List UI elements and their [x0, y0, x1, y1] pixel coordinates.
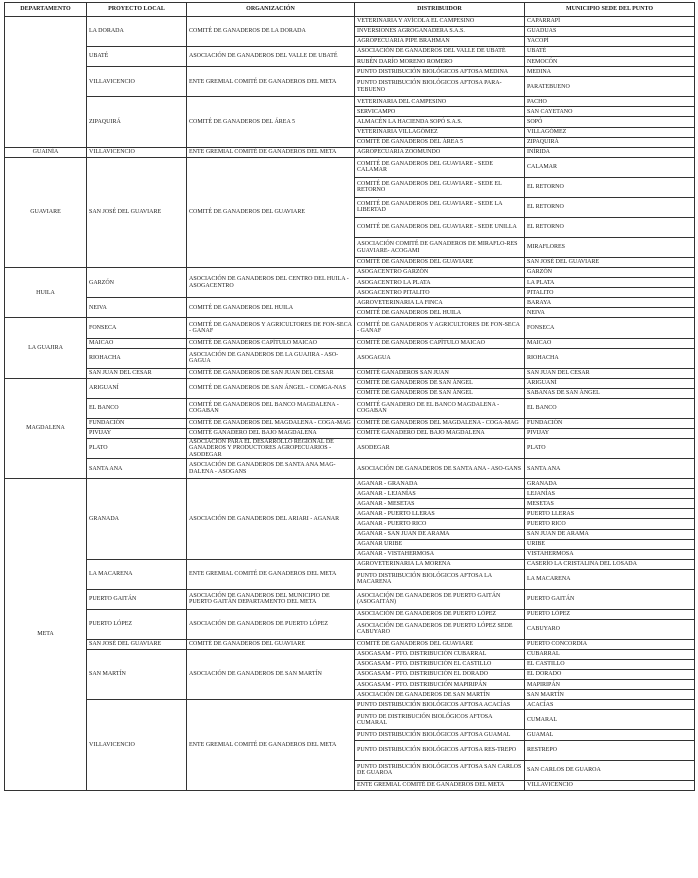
distribuidor-cell: PUNTO DISTRIBUCIÓN BIOLÓGICOS AFTOSA ACACÍAS: [355, 700, 525, 710]
departamento-cell: HUILA: [5, 268, 87, 318]
municipio-cell: MEDINA: [525, 67, 695, 77]
table-row: [5, 368, 695, 378]
organizacion-cell: ASOCIACIÓN DE GANADEROS DE SANTA ANA MAG-DALENA - ASOGANS: [187, 459, 355, 479]
organizacion-cell: COMITÉ DE GANADEROS DEL ÁREA 5: [187, 97, 355, 147]
table-row: [5, 67, 695, 77]
distribuidor-cell: COMITÉ GANADERO DEL BAJO MAGDALENA: [355, 428, 525, 438]
municipio-cell: BARAYA: [525, 298, 695, 308]
distribuidor-cell: COMITÉ DE GANADEROS Y AGRICULTORES DE FON-SECA - GANAF: [355, 318, 525, 338]
departamento-cell: GUAINÍA: [5, 147, 87, 157]
organizacion-cell: ASOCIACIÓN DE GANADEROS DEL MUNICIPIO DE PUERTO GAITÁN DEPARTAMENTO DEL META: [187, 589, 355, 609]
municipio-cell: SAN CAYETANO: [525, 107, 695, 117]
distribuidor-cell: PUNTO DE DISTRIBUCIÓN BIOLÓGICOS AFTOSA CUMARAL: [355, 710, 525, 730]
distribuidor-cell: COMITÉ DE GANADEROS DEL GUAVIARE - SEDE UNILLA: [355, 217, 525, 237]
table-row: [5, 47, 695, 57]
table-row: [5, 378, 695, 388]
organizacion-cell: ENTE GREMIAL COMITÉ DE GANADEROS DEL META: [187, 67, 355, 97]
distribuidor-cell: COMITÉ DE GANADEROS DEL GUAVIARE: [355, 258, 525, 268]
distribuidor-cell: AGANAR - PUERTO LLERAS: [355, 509, 525, 519]
organizacion-cell: COMITÉ DE GANADEROS CAPÍTULO MAICAO: [187, 338, 355, 348]
departamento-cell: LA GUAJIRA: [5, 318, 87, 378]
distribuidor-cell: PUNTO DISTRIBUCIÓN BIOLÓGICOS AFTOSA GUAMAL: [355, 730, 525, 740]
organizacion-cell: COMITÉ DE GANADEROS DEL HUILA: [187, 298, 355, 318]
proyecto-local-cell: FONSECA: [87, 318, 187, 338]
municipio-cell: NEIVA: [525, 308, 695, 318]
municipio-cell: CABUYARO: [525, 619, 695, 639]
distribuidor-cell: COMITÉ DE GANADEROS DEL ÁREA 5: [355, 137, 525, 147]
table-row: [5, 147, 695, 157]
distribuidor-cell: ASOCIACIÓN DE GANADEROS DE SANTA ANA - ASO-GANS: [355, 459, 525, 479]
proyecto-local-cell: SAN MARTÍN: [87, 650, 187, 700]
municipio-cell: SAN JUAN DEL CESAR: [525, 368, 695, 378]
distribuidor-cell: AGROVETERINARIA LA MORENA: [355, 559, 525, 569]
organizacion-cell: ASOCIACIÓN DE GANADEROS DE SAN MARTÍN: [187, 650, 355, 700]
proyecto-local-cell: NEIVA: [87, 298, 187, 318]
table-row: [5, 157, 695, 177]
distribuidor-cell: COMITÉ DE GANADEROS DEL GUAVIARE - SEDE CALAMAR: [355, 157, 525, 177]
table-row: [5, 640, 695, 650]
departamento-cell: MAGDALENA: [5, 378, 87, 479]
organizacion-cell: COMITÉ DE GANADEROS DE SAN ÁNGEL - COMGA-NAS: [187, 378, 355, 398]
proyecto-local-cell: MAICAO: [87, 338, 187, 348]
municipio-cell: PACHO: [525, 97, 695, 107]
distribuidor-cell: ASOCIACIÓN DE GANADEROS DE PUERTO GAITÁN (ASOGAITÁN): [355, 589, 525, 609]
distribuidor-cell: PUNTO DISTRIBUCIÓN BIOLÓGICOS AFTOSA MEDINA: [355, 67, 525, 77]
organizacion-cell: COMITÉ DE GANADEROS DE LA DORADA: [187, 17, 355, 47]
organizacion-cell: ASOCIACIÓN PARA EL DESARROLLO REGIONAL DE GANADEROS Y PRODUCTORES AGROPECUARIOS - ASODEGAR: [187, 438, 355, 458]
distribuidor-cell: ASOGACENTRO GARZÓN: [355, 268, 525, 278]
municipio-cell: PLATO: [525, 438, 695, 458]
distribuidor-cell: AGROPECUARIA PIPE BRAHMAN: [355, 37, 525, 47]
municipio-cell: CUMARAL: [525, 710, 695, 730]
distribuidor-cell: VETERINARIA DEL CAMPESINO: [355, 97, 525, 107]
municipio-cell: MAPIRIPÁN: [525, 680, 695, 690]
distribuidor-cell: ASODEGAR: [355, 438, 525, 458]
proyecto-local-cell: VILLAVICENCIO: [87, 147, 187, 157]
municipio-cell: EL RETORNO: [525, 177, 695, 197]
municipio-cell: PUERTO LLERAS: [525, 509, 695, 519]
distribuidor-cell: AGANAR - GRANADA: [355, 479, 525, 489]
proyecto-local-cell: UBATÉ: [87, 47, 187, 67]
distribuidor-cell: ENTE GREMIAL COMITÉ DE GANADEROS DEL META: [355, 780, 525, 790]
municipio-cell: CASERÍO LA CRISTALINA DEL LOSADA: [525, 559, 695, 569]
organizacion-cell: COMITÉ DE GANADEROS Y AGRICULTORES DE FON-SECA - GANAF: [187, 318, 355, 338]
header-proyecto-local: PROYECTO LOCAL: [87, 3, 187, 17]
distribuidor-cell: AGROPECUARIA ZOOMUNDO: [355, 147, 525, 157]
municipio-cell: EL DORADO: [525, 670, 695, 680]
proyecto-local-cell: SAN JOSÉ DEL GUAVIARE: [87, 640, 187, 650]
municipio-cell: INÍRIDA: [525, 147, 695, 157]
organizacion-cell: ASOCIACIÓN DE GANADEROS DEL ARIARI - AGANAR: [187, 479, 355, 559]
distribuidor-cell: RUBÉN DARÍO MORENO ROMERO: [355, 57, 525, 67]
distribuidor-cell: ASOCIACIÓN DE GANADEROS DE SAN MARTÍN: [355, 690, 525, 700]
departamento-cell: GUAVIARE: [5, 157, 87, 268]
municipio-cell: EL RETORNO: [525, 197, 695, 217]
distribuidor-cell: ALMACÉN LA HACIENDA SOPÓ S.A.S.: [355, 117, 525, 127]
table-row: [5, 428, 695, 438]
table-row: [5, 559, 695, 569]
distribuidor-cell: ASOCIACIÓN DE GANADEROS DE PUERTO LÓPEZ: [355, 609, 525, 619]
distribuidor-cell: PUNTO DISTRIBUCIÓN BIOLÓGICOS AFTOSA LA MACARENA: [355, 569, 525, 589]
organizacion-cell: ENTE GREMIAL COMITÉ DE GANADEROS DEL META: [187, 700, 355, 790]
organizacion-cell: ENTE GREMIAL COMITÉ DE GANADEROS DEL META: [187, 147, 355, 157]
table-row: [5, 17, 695, 27]
municipio-cell: UBATÉ: [525, 47, 695, 57]
proyecto-local-cell: PUERTO LÓPEZ: [87, 609, 187, 639]
municipio-cell: PITALITO: [525, 288, 695, 298]
organizacion-cell: COMITÉ DE GANADEROS DEL MAGDALENA - COGA-MAG: [187, 418, 355, 428]
municipio-cell: LA MACARENA: [525, 569, 695, 589]
municipio-cell: PUERTO LÓPEZ: [525, 609, 695, 619]
proyecto-local-cell: LA MACARENA: [87, 559, 187, 589]
municipio-cell: MESETAS: [525, 499, 695, 509]
distribuidor-cell: COMITÉ DE GANADEROS DEL GUAVIARE - SEDE EL RETORNO: [355, 177, 525, 197]
distribuidor-cell: AGANAR - MESETAS: [355, 499, 525, 509]
municipio-cell: GUAMAL: [525, 730, 695, 740]
municipio-cell: SAN JOSÉ DEL GUAVIARE: [525, 258, 695, 268]
municipio-cell: LA PLATA: [525, 278, 695, 288]
table-row: [5, 298, 695, 308]
proyecto-local-cell: SAN JUAN DEL CESAR: [87, 368, 187, 378]
municipio-cell: PUERTO GAITÁN: [525, 589, 695, 609]
proyecto-local-cell: PLATO: [87, 438, 187, 458]
organizacion-cell: COMITÉ DE GANADEROS DEL GUAVIARE: [187, 640, 355, 650]
organizacion-cell: ASOCIACIÓN DE GANADEROS DEL VALLE DE UBATÉ: [187, 47, 355, 67]
municipio-cell: GARZÓN: [525, 268, 695, 278]
municipio-cell: FONSECA: [525, 318, 695, 338]
municipio-cell: PUERTO RICO: [525, 519, 695, 529]
proyecto-local-cell: GRANADA: [87, 479, 187, 559]
distribuidor-cell: ASOGASAM - PTO. DISTRIBUCIÓN EL DORADO: [355, 670, 525, 680]
table-row: [5, 97, 695, 107]
organizacion-cell: ASOCIACIÓN DE GANADEROS DEL CENTRO DEL HUILA - ASOGACENTRO: [187, 268, 355, 298]
header-organizacion: ORGANIZACIÓN: [187, 3, 355, 17]
organizacion-cell: ASOCIACIÓN DE GANADEROS DE LA GUAJIRA - ASO-GAGUA: [187, 348, 355, 368]
municipio-cell: SOPÓ: [525, 117, 695, 127]
municipio-cell: SABANAS DE SAN ÁNGEL: [525, 388, 695, 398]
table-row: [5, 318, 695, 338]
municipio-cell: NEMOCÓN: [525, 57, 695, 67]
municipio-cell: SAN JUAN DE ARAMA: [525, 529, 695, 539]
municipio-cell: CAPARRAPÍ: [525, 17, 695, 27]
distribuidor-cell: AGANAR - SAN JUAN DE ARAMA: [355, 529, 525, 539]
distribuidor-cell: COMITÉ DE GANADEROS DEL HUILA: [355, 308, 525, 318]
municipio-cell: RIOHACHA: [525, 348, 695, 368]
departamento-cell: [5, 17, 87, 148]
distribuidor-cell: COMITÉ DE GANADEROS DEL GUAVIARE - SEDE LA LIBERTAD: [355, 197, 525, 217]
municipio-cell: MIRAFLORES: [525, 238, 695, 258]
municipio-cell: PIVIJAY: [525, 428, 695, 438]
table-row: [5, 398, 695, 418]
distribuidor-cell: COMITÉ DE GANADEROS DEL GUAVIARE: [355, 640, 525, 650]
municipio-cell: ARIGUANÍ: [525, 378, 695, 388]
distribuidor-cell: AGROVETERINARIA LA FINCA: [355, 298, 525, 308]
municipio-cell: VISTAHERMOSA: [525, 549, 695, 559]
table-row: [5, 700, 695, 710]
distribuidor-cell: INVERSIONES AGROGANADERA S.A.S.: [355, 27, 525, 37]
organizacion-cell: COMITÉ DE GANADEROS DE SAN JUAN DEL CESAR: [187, 368, 355, 378]
header-municipio-sede: MUNICIPIO SEDE DEL PUNTO: [525, 3, 695, 17]
header-departamento: DEPARTAMENTO: [5, 3, 87, 17]
proyecto-local-cell: VILLAVICENCIO: [87, 67, 187, 97]
municipio-cell: EL CASTILLO: [525, 660, 695, 670]
organizacion-cell: ENTE GREMIAL COMITÉ DE GANADEROS DEL META: [187, 559, 355, 589]
table-row: [5, 609, 695, 619]
municipio-cell: LEJANÍAS: [525, 489, 695, 499]
proyecto-local-cell: SAN JOSÉ DEL GUAVIARE: [87, 157, 187, 268]
municipio-cell: YACOPÍ: [525, 37, 695, 47]
municipio-cell: GRANADA: [525, 479, 695, 489]
municipio-cell: SAN MARTÍN: [525, 690, 695, 700]
distribuidor-cell: AGANAR URIBE: [355, 539, 525, 549]
table-row: [5, 650, 695, 660]
municipio-cell: EL RETORNO: [525, 217, 695, 237]
distribuidor-cell: ASOCIACIÓN DE GANADEROS DE PUERTO LÓPEZ SEDE CABUYARO: [355, 619, 525, 639]
municipio-cell: GUADUAS: [525, 27, 695, 37]
municipio-cell: FUNDACIÓN: [525, 418, 695, 428]
proyecto-local-cell: FUNDACIÓN: [87, 418, 187, 428]
table-header-row: [5, 3, 695, 17]
proyecto-local-cell: RIOHACHA: [87, 348, 187, 368]
distribuidor-cell: COMITÉ DE GANADEROS DE SAN ÁNGEL: [355, 378, 525, 388]
organizacion-cell: COMITÉ GANADERO DEL BAJO MAGDALENA: [187, 428, 355, 438]
table-row: [5, 479, 695, 489]
municipio-cell: RESTREPO: [525, 740, 695, 760]
table-row: [5, 338, 695, 348]
proyecto-local-cell: ARIGUANÍ: [87, 378, 187, 398]
municipio-cell: CUBARRAL: [525, 650, 695, 660]
municipio-cell: ZIPAQUIRÁ: [525, 137, 695, 147]
table-row: [5, 589, 695, 609]
table-row: [5, 348, 695, 368]
table-row: [5, 418, 695, 428]
distribuidor-cell: ASOCIACIÓN DE GANADEROS DEL VALLE DE UBATÉ: [355, 47, 525, 57]
distribuidor-cell: VETERINARIA Y AVÍCOLA EL CAMPESINO: [355, 17, 525, 27]
table-body: [5, 17, 695, 791]
proyecto-local-cell: SANTA ANA: [87, 459, 187, 479]
distribuidor-cell: PUNTO DISTRIBUCIÓN BIOLÓGICOS AFTOSA PARA-TEBUENO: [355, 77, 525, 97]
distribuidor-cell: ASOGASAM - PTO. DISTRIBUCIÓN CUBARRAL: [355, 650, 525, 660]
distribuidor-cell: ASOGASAM - PTO. DISTRIBUCIÓN MAPIRIPÁN: [355, 680, 525, 690]
distribuidor-cell: PUNTO DISTRIBUCIÓN BIOLÓGICOS AFTOSA RES-TREPO: [355, 740, 525, 760]
distribuidor-cell: AGANAR - PUERTO RICO: [355, 519, 525, 529]
municipio-cell: MAICAO: [525, 338, 695, 348]
municipio-cell: VILLAGÓMEZ: [525, 127, 695, 137]
organizacion-cell: ASOCIACIÓN DE GANADEROS DE PUERTO LÓPEZ: [187, 609, 355, 639]
distribuidor-cell: ASOGASAM - PTO. DISTRIBUCIÓN EL CASTILLO: [355, 660, 525, 670]
table-row: [5, 459, 695, 479]
distribuidor-cell: COMITÉ GANADERO DE EL BANCO MAGDALENA - COGABAN: [355, 398, 525, 418]
distribuidor-cell: AGANAR - VISTAHERMOSA: [355, 549, 525, 559]
proyecto-local-cell: PIVIJAY: [87, 428, 187, 438]
municipio-cell: SANTA ANA: [525, 459, 695, 479]
distribuidor-cell: PUNTO DISTRIBUCIÓN BIOLÓGICOS AFTOSA SAN CARLOS DE GUAROA: [355, 760, 525, 780]
distribuidor-cell: ASOGACENTRO PITALITO: [355, 288, 525, 298]
distribuidor-cell: SERVICAMPO: [355, 107, 525, 117]
distribuidor-cell: ASOCIACIÓN COMITÉ DE GANADEROS DE MIRAFLO-RES GUAVIARE- ACOGAMI: [355, 238, 525, 258]
proyecto-local-cell: GARZÓN: [87, 268, 187, 298]
distribuidor-cell: COMITÉ DE GANADEROS CAPÍTULO MAICAO: [355, 338, 525, 348]
distribuidor-cell: VETERINARIA VILLAGÓMEZ: [355, 127, 525, 137]
departamento-cell: META: [5, 479, 87, 790]
distribuidor-cell: COMITÉ GANADEROS SAN JUAN: [355, 368, 525, 378]
distribuidor-cell: AGANAR - LEJANÍAS: [355, 489, 525, 499]
header-distribuidor: DISTRIBUIDOR: [355, 3, 525, 17]
distribuidor-cell: ASOGAGUA: [355, 348, 525, 368]
municipio-cell: PARATEBUENO: [525, 77, 695, 97]
proyecto-local-cell: PUERTO GAITÁN: [87, 589, 187, 609]
proyecto-local-cell: ZIPAQUIRÁ: [87, 97, 187, 147]
municipio-cell: VILLAVICENCIO: [525, 780, 695, 790]
distribuidor-cell: ASOGACENTRO LA PLATA: [355, 278, 525, 288]
proyecto-local-cell: VILLAVICENCIO: [87, 700, 187, 790]
municipio-cell: CALAMAR: [525, 157, 695, 177]
municipio-cell: EL BANCO: [525, 398, 695, 418]
organizacion-cell: COMITÉ DE GANADEROS DEL GUAVIARE: [187, 157, 355, 268]
municipio-cell: SAN CARLOS DE GUAROA: [525, 760, 695, 780]
table-row: [5, 268, 695, 278]
municipio-cell: URIBE: [525, 539, 695, 549]
organizacion-cell: COMITÉ DE GANADEROS DEL BANCO MAGDALENA - COGABAN: [187, 398, 355, 418]
proyecto-local-cell: LA DORADA: [87, 17, 187, 47]
distribuidor-cell: COMITÉ DE GANADEROS DE SAN ÁNGEL: [355, 388, 525, 398]
table-row: [5, 438, 695, 458]
municipio-cell: ACACÍAS: [525, 700, 695, 710]
municipio-cell: PUERTO CONCORDIA: [525, 640, 695, 650]
distribuidor-cell: COMITÉ DE GANADEROS DEL MAGDALENA - COGA-MAG: [355, 418, 525, 428]
distribution-table: [4, 2, 695, 791]
proyecto-local-cell: EL BANCO: [87, 398, 187, 418]
